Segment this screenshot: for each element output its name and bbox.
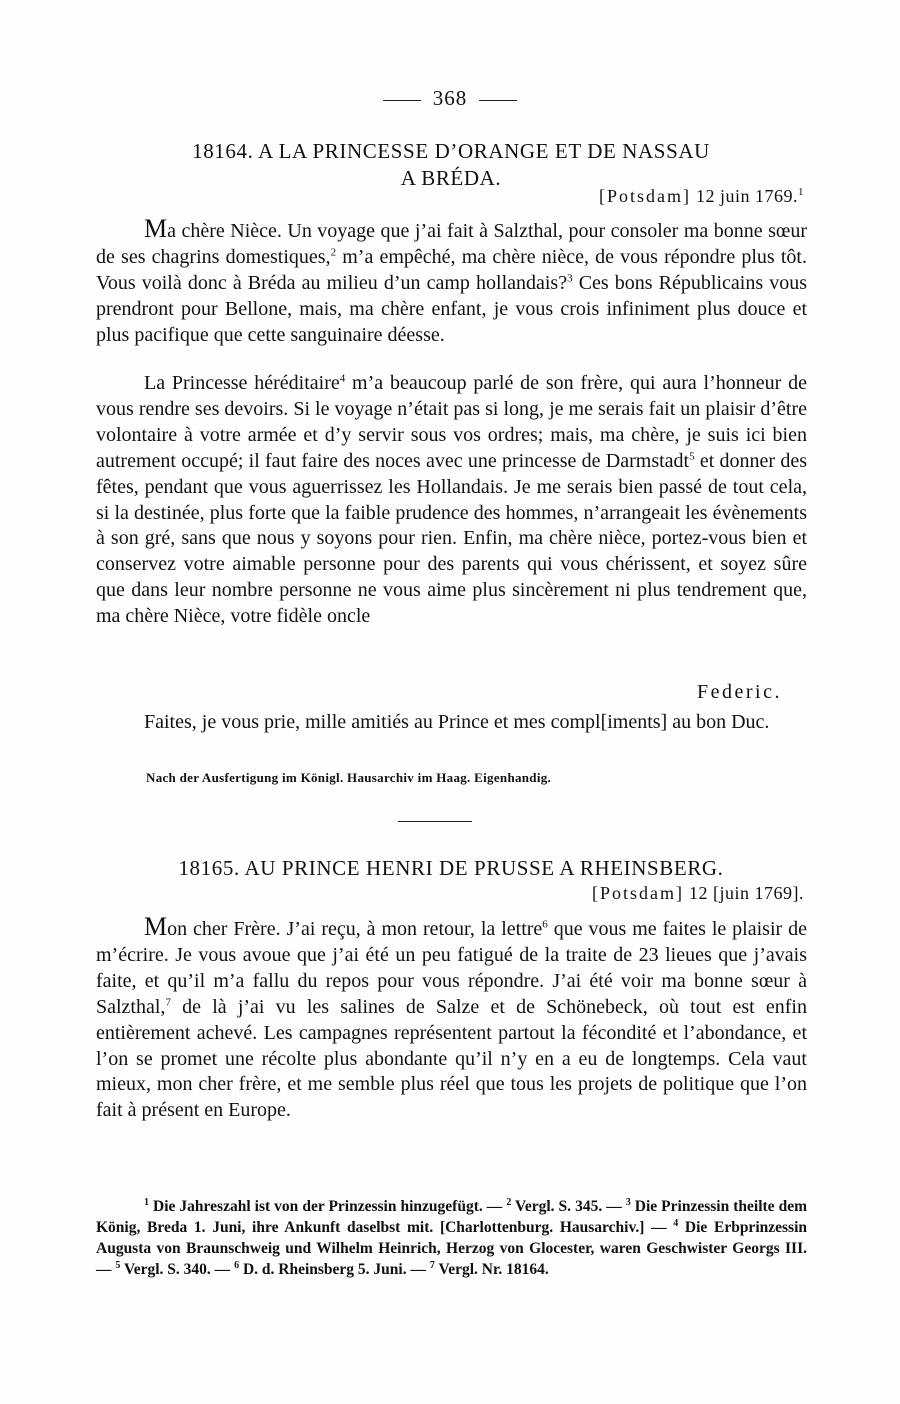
section-divider <box>398 821 472 822</box>
page-number: 368 <box>0 86 900 111</box>
letter1-paragraph-1: Ma chère Nièce. Un voyage que j’ai fait à Salzthal, pour consoler ma bonne sœur de ses chagrins domestiques,$^2$ m’a empêché, ma chère nièce, de vous répondre plus tôt. Vous voilà donc à Bréda au milieu d’un camp hollandais?$^3$ Ces bons Républicains vous prendront pour Bellone, mais, ma chère enfant, je vous crois infiniment plus douce et plus pacifique que cette sanguinaire déesse. <box>96 214 807 346</box>
source-note: Nach der Ausfertigung im Königl. Hausarchiv im Haag. Eigenhandig. <box>146 770 552 785</box>
letter2-heading: 18165. AU PRINCE HENRI DE PRUSSE A RHEINSBERG. <box>178 856 724 880</box>
dash-left <box>383 100 421 101</box>
letter1-paragraph-2: La Princesse héréditaire$^4$ m’a beaucoup parlé de son frère, qui aura l’honneur de vous rendre ses devoirs. Si le voyage n’était pas si long, je me serais fait un plaisir d’être volontaire à votre armée et d’y servir sous vos ordres; mais, ma chère, je suis ici bien autrement occupé; il faut faire des noces avec une princesse de Darmstadt$^5$ et donner des fêtes, pendant que vous aguerrissez les Hollandais. Je me serais bien passé de tout cela, si la destinée, plus forte que la faible prudence des hommes, n’arrangeait les évènements à son gré, sans que nous y soyons pour rien. Enfin, ma chère nièce, portez-vous bien et conservez votre aimable personne pour des parents qui vous chérissent, et soyez sûre que dans leur nombre personne ne vous aime plus sincèrement ni plus tendrement que, ma chère Nièce, votre fidèle oncle <box>96 372 807 628</box>
letter2-paragraph-1: Mon cher Frère. J’ai reçu, à mon retour, la lettre$^6$ que vous me faites le plaisir de m’écrire. Je vous avoue que j’ai été un peu fatigué de la traite de 23 lieues que j’avais faite, et qu’il m’a fallu du repos pour vous répondre. J’ai été voir ma bonne sœur à Salzthal,$^7$ de là j’ai vu les salines de Salze et de Schönebeck, où tout est enfin entièrement achevé. Les campagnes représentent partout la fécondité et l’abondance, et l’on se promet une récolte plus abondante qu’il n’y en a eu de longtemps. Cela vaut mieux, mon cher frère, et me semble plus réel que tous les projets de politique que l’on fait à présent en Europe. <box>96 912 807 1122</box>
dash-right <box>479 100 517 101</box>
letter1-heading: 18164. A LA PRINCESSE D’ORANGE ET DE NASSAU A BRÉDA. <box>192 139 710 190</box>
letter2-dateline: [Potsdam] 12 [juin 1769]. <box>592 883 804 903</box>
postscript: Faites, je vous prie, mille amitiés au Prince et mes compl[iments] au bon Duc. <box>144 711 770 733</box>
signature: Federic. <box>697 681 782 703</box>
letter1-dateline: [Potsdam] 12 juin 1769.$^1$ <box>598 186 804 206</box>
footnotes: $^1$ Die Jahreszahl ist von der Prinzessin hinzugefügt. — $^2$ Vergl. S. 345. — $^3$ Die Prinzessin theilte dem König, Breda 1. Juni, ihre Ankunft daselbst mit. [Charlottenburg. Hausarchiv.] — $^4$ Die Erbprinzessin Augusta von Braunschweig und Wilhelm Heinrich, Herzog von Glocester, waren Geschwister Georgs III. — $^5$ Vergl. S. 340. — $^6$ D. d. Rheinsberg 5. Juni. — $^7$ Vergl. Nr. 18164. <box>96 1196 807 1278</box>
